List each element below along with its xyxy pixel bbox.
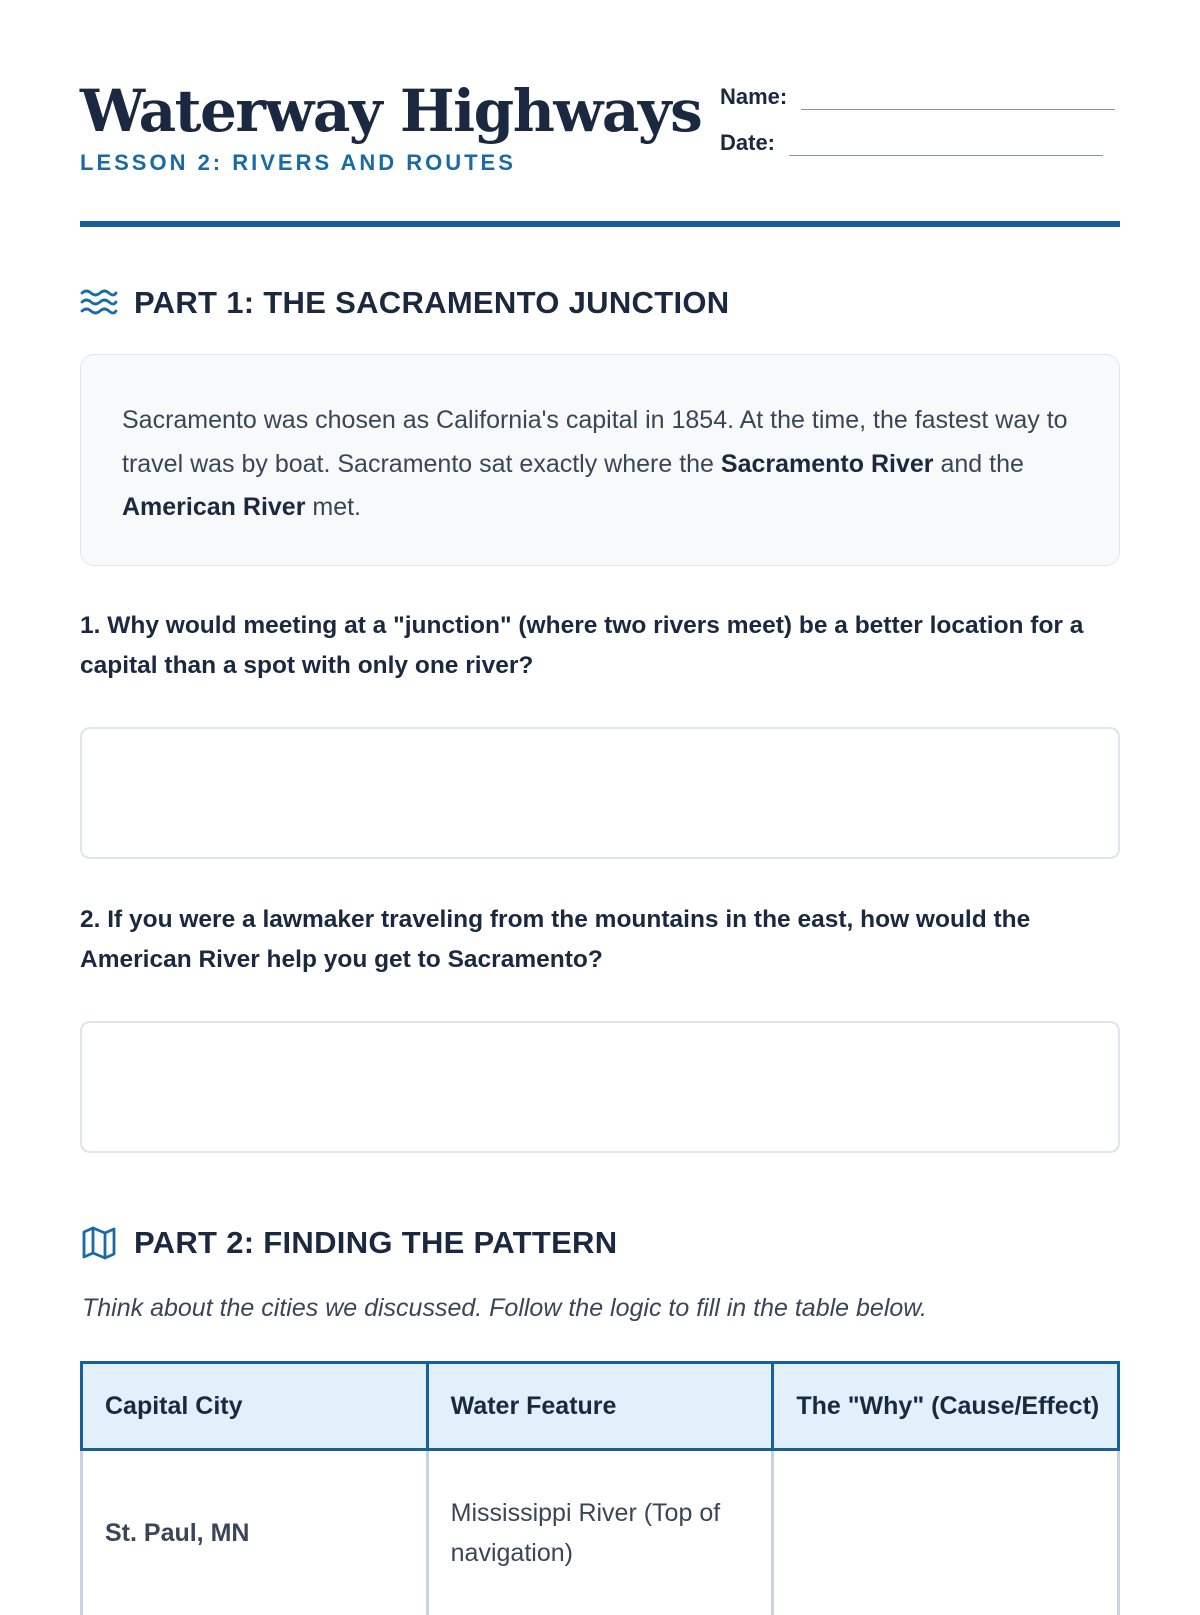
part2-instructions: Think about the cities we discussed. Follow the logic to fill in the table below. (82, 1294, 927, 1323)
column-header: Water Feature (427, 1363, 773, 1450)
part1-heading (80, 284, 729, 322)
name-label: Name: (720, 84, 787, 110)
water-feature-cell: Mississippi River (Top of navigation) (427, 1450, 773, 1615)
worksheet-header (80, 0, 1120, 232)
capital-city-cell: St. Paul, MN (82, 1450, 428, 1615)
name-field[interactable] (801, 85, 1115, 110)
question-1: 1. Why would meeting at a "junction" (where two rivers meet) be a better location for a capital than a spot with only one river? (80, 606, 1120, 686)
american-river-term: American River (122, 493, 305, 521)
date-label: Date: (720, 130, 775, 156)
name-row (720, 84, 1115, 110)
why-answer-cell[interactable] (773, 1450, 1119, 1615)
map-icon (80, 1224, 118, 1262)
header-divider (80, 221, 1120, 227)
passage-box (80, 354, 1120, 566)
part2-heading (80, 1224, 617, 1262)
column-header: The "Why" (Cause/Effect) (773, 1363, 1119, 1450)
part1-title: PART 1: THE SACRAMENTO JUNCTION (134, 285, 729, 321)
question-2: 2. If you were a lawmaker traveling from the mountains in the east, how would the American River help you get to Sacramento? (80, 900, 1120, 980)
pattern-table (80, 1361, 1120, 1615)
table-row (82, 1450, 1119, 1615)
waves-icon (80, 284, 118, 322)
table-header-row (82, 1363, 1119, 1450)
date-row (720, 130, 1103, 156)
column-header: Capital City (82, 1363, 428, 1450)
passage-text: Sacramento was chosen as California's capital in 1854. At the time, the fastest way to travel was by boat. Sacramento sat exactly where the (122, 406, 1068, 478)
worksheet-title: Waterway Highways (80, 82, 701, 140)
passage-text: and the (934, 450, 1024, 478)
worksheet-page (80, 0, 1120, 232)
part2-title: PART 2: FINDING THE PATTERN (134, 1225, 617, 1261)
passage-text: met. (305, 493, 361, 521)
sacramento-river-term: Sacramento River (721, 450, 934, 478)
date-field[interactable] (789, 131, 1103, 156)
lesson-subtitle: LESSON 2: RIVERS AND ROUTES (80, 150, 516, 176)
answer-box-1[interactable] (80, 727, 1120, 859)
answer-box-2[interactable] (80, 1021, 1120, 1153)
